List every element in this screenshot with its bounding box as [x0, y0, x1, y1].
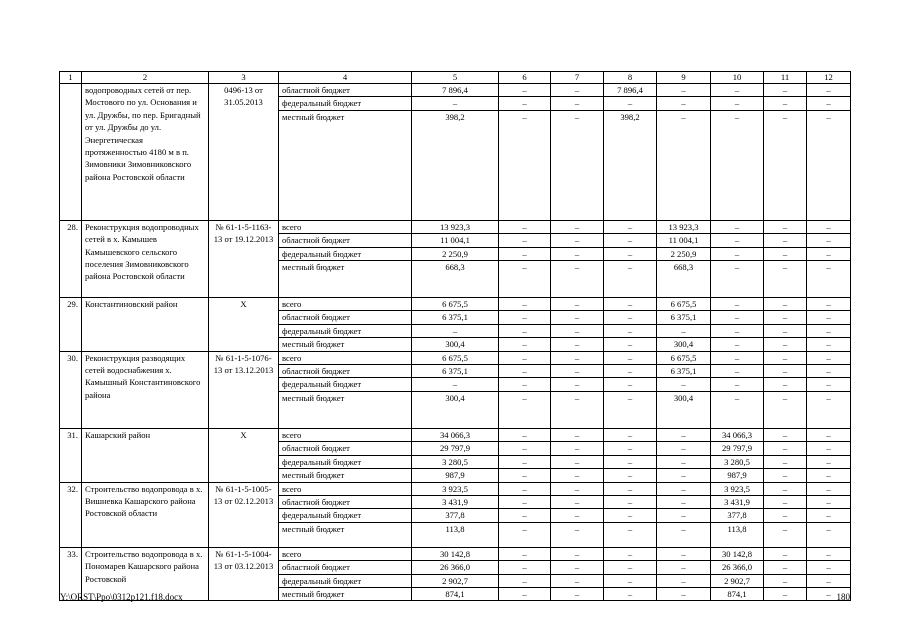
funding-source: федеральный бюджет [279, 509, 412, 522]
amount-cell: – [807, 261, 851, 298]
amount-cell: – [764, 587, 807, 600]
amount-cell: 3 280,5 [412, 455, 499, 468]
amount-cell: – [764, 351, 807, 364]
amount-cell: – [711, 234, 764, 247]
amount-cell: – [604, 455, 657, 468]
amount-cell: – [711, 324, 764, 337]
amount-cell: – [604, 234, 657, 247]
amount-cell: 6 375,1 [412, 365, 499, 378]
column-number-9: 9 [657, 72, 711, 84]
amount-cell: – [604, 298, 657, 311]
amount-cell: – [604, 522, 657, 547]
amount-cell: – [807, 482, 851, 495]
amount-cell: 377,8 [412, 509, 499, 522]
amount-cell: – [711, 97, 764, 110]
amount-cell: – [657, 110, 711, 220]
table-row [60, 547, 851, 560]
row-number: 33. [60, 547, 82, 601]
amount-cell: – [764, 442, 807, 455]
funding-source: всего [279, 351, 412, 364]
funding-source: всего [279, 220, 412, 233]
funding-source: местный бюджет [279, 391, 412, 428]
amount-cell: – [551, 84, 604, 97]
amount-cell: 6 675,5 [412, 351, 499, 364]
funding-source: местный бюджет [279, 261, 412, 298]
amount-cell: – [764, 298, 807, 311]
amount-cell: – [551, 324, 604, 337]
amount-cell: 29 797,9 [412, 442, 499, 455]
amount-cell: – [551, 561, 604, 574]
amount-cell: – [604, 378, 657, 391]
amount-cell: – [657, 482, 711, 495]
amount-cell: 398,2 [412, 110, 499, 220]
column-number-10: 10 [711, 72, 764, 84]
amount-cell: – [551, 509, 604, 522]
object-name: Кашарский район [82, 428, 209, 482]
amount-cell: – [711, 247, 764, 260]
amount-cell: – [551, 97, 604, 110]
table-row [60, 351, 851, 364]
amount-cell: 26 366,0 [711, 561, 764, 574]
amount-cell: – [551, 234, 604, 247]
amount-cell: – [807, 495, 851, 508]
amount-cell: – [604, 547, 657, 560]
amount-cell: 874,1 [412, 587, 499, 600]
amount-cell: – [807, 234, 851, 247]
amount-cell: 2 250,9 [412, 247, 499, 260]
amount-cell: 668,3 [412, 261, 499, 298]
amount-cell: – [499, 110, 551, 220]
amount-cell: – [657, 97, 711, 110]
amount-cell: – [499, 428, 551, 441]
amount-cell: – [499, 220, 551, 233]
amount-cell: – [807, 587, 851, 600]
amount-cell: – [764, 391, 807, 428]
amount-cell: – [604, 561, 657, 574]
amount-cell: – [499, 455, 551, 468]
amount-cell: – [711, 261, 764, 298]
funding-source: федеральный бюджет [279, 247, 412, 260]
amount-cell: – [499, 378, 551, 391]
amount-cell: – [657, 587, 711, 600]
amount-cell: 3 431,9 [711, 495, 764, 508]
amount-cell: – [499, 261, 551, 298]
amount-cell: – [551, 298, 604, 311]
amount-cell: 6 375,1 [412, 311, 499, 324]
amount-cell: 377,8 [711, 509, 764, 522]
amount-cell: – [551, 574, 604, 587]
amount-cell: – [807, 455, 851, 468]
amount-cell: – [807, 365, 851, 378]
amount-cell: 300,4 [657, 338, 711, 351]
amount-cell: – [551, 442, 604, 455]
amount-cell: – [604, 247, 657, 260]
amount-cell: – [807, 298, 851, 311]
amount-cell: – [551, 365, 604, 378]
amount-cell: – [499, 495, 551, 508]
amount-cell: – [807, 247, 851, 260]
amount-cell: – [657, 509, 711, 522]
amount-cell: – [551, 351, 604, 364]
amount-cell: – [499, 522, 551, 547]
amount-cell: 2 902,7 [711, 574, 764, 587]
amount-cell: 2 250,9 [657, 247, 711, 260]
amount-cell: – [807, 442, 851, 455]
amount-cell: – [551, 261, 604, 298]
amount-cell: – [604, 338, 657, 351]
amount-cell: – [807, 97, 851, 110]
document-reference: 0496-13 от 31.05.2013 [209, 84, 279, 221]
amount-cell: 30 142,8 [711, 547, 764, 560]
amount-cell: – [807, 311, 851, 324]
document-reference: № 61-1-5-1076-13 от 13.12.2013 [209, 351, 279, 428]
amount-cell: – [764, 261, 807, 298]
funding-source: местный бюджет [279, 110, 412, 220]
amount-cell: – [551, 311, 604, 324]
amount-cell: – [551, 428, 604, 441]
funding-source: местный бюджет [279, 338, 412, 351]
amount-cell: 29 797,9 [711, 442, 764, 455]
amount-cell: – [551, 547, 604, 560]
amount-cell: – [807, 469, 851, 482]
amount-cell: – [764, 324, 807, 337]
amount-cell: – [604, 97, 657, 110]
amount-cell: – [711, 311, 764, 324]
table-body [60, 72, 851, 601]
amount-cell: 300,4 [412, 391, 499, 428]
object-name: Реконструкция разводящих сетей водоснабжения х. Камышный Константиновского района [82, 351, 209, 428]
column-number-12: 12 [807, 72, 851, 84]
budget-table [59, 71, 851, 601]
object-name: Строительство водопровода в х. Пономарев Кашарского района Ростовской [82, 547, 209, 601]
funding-source: федеральный бюджет [279, 324, 412, 337]
row-number: 29. [60, 298, 82, 352]
amount-cell: 11 004,1 [412, 234, 499, 247]
amount-cell: – [711, 84, 764, 97]
amount-cell: 113,8 [711, 522, 764, 547]
amount-cell: – [764, 509, 807, 522]
amount-cell: – [604, 587, 657, 600]
amount-cell: – [657, 574, 711, 587]
funding-source: федеральный бюджет [279, 574, 412, 587]
table-row [60, 482, 851, 495]
row-number: 32. [60, 482, 82, 547]
amount-cell: – [764, 428, 807, 441]
amount-cell: 3 923,5 [711, 482, 764, 495]
amount-cell: – [499, 509, 551, 522]
funding-source: областной бюджет [279, 442, 412, 455]
amount-cell: – [551, 338, 604, 351]
column-number-7: 7 [551, 72, 604, 84]
amount-cell: – [551, 220, 604, 233]
document-reference: № 61-1-5-1004-13 от 03.12.2013 [209, 547, 279, 601]
document-reference: X [209, 428, 279, 482]
amount-cell: – [657, 469, 711, 482]
amount-cell: – [711, 338, 764, 351]
row-number: 31. [60, 428, 82, 482]
amount-cell: – [551, 522, 604, 547]
amount-cell: 987,9 [412, 469, 499, 482]
amount-cell: – [764, 84, 807, 97]
amount-cell: – [807, 561, 851, 574]
amount-cell: 6 675,5 [412, 298, 499, 311]
amount-cell: – [807, 574, 851, 587]
amount-cell: 13 923,3 [657, 220, 711, 233]
amount-cell: – [551, 469, 604, 482]
amount-cell: – [711, 351, 764, 364]
table-row [60, 84, 851, 97]
amount-cell: – [657, 324, 711, 337]
amount-cell: – [764, 220, 807, 233]
column-number-5: 5 [412, 72, 499, 84]
amount-cell: – [499, 247, 551, 260]
funding-source: областной бюджет [279, 365, 412, 378]
amount-cell: – [551, 495, 604, 508]
amount-cell: – [657, 561, 711, 574]
amount-cell: 398,2 [604, 110, 657, 220]
column-number-1: 1 [60, 72, 82, 84]
amount-cell: – [657, 442, 711, 455]
amount-cell: 6 375,1 [657, 311, 711, 324]
amount-cell: – [604, 442, 657, 455]
funding-source: федеральный бюджет [279, 455, 412, 468]
column-number-6: 6 [499, 72, 551, 84]
amount-cell: – [604, 428, 657, 441]
amount-cell: 6 375,1 [657, 365, 711, 378]
amount-cell: – [604, 574, 657, 587]
amount-cell: – [604, 261, 657, 298]
object-name: Реконструкция водопроводных сетей в х. Камышев Камышевского сельского поселения Зимовниковского района Ростовской области [82, 220, 209, 297]
amount-cell: – [657, 455, 711, 468]
amount-cell: – [604, 495, 657, 508]
amount-cell: – [551, 587, 604, 600]
funding-source: местный бюджет [279, 469, 412, 482]
page-number: 180 [836, 592, 850, 602]
object-name: Константиновский район [82, 298, 209, 352]
amount-cell: – [551, 455, 604, 468]
column-number-4: 4 [279, 72, 412, 84]
amount-cell: – [807, 110, 851, 220]
object-name: водопроводных сетей от пер. Мостового по ул. Основания и ул. Дружбы, по пер. Бригадный от ул. Дружбы до ул. Энергетическая протяженностью 4180 м в п. Зимовники Зимовниковского района Ростовской области [82, 84, 209, 221]
amount-cell: 11 004,1 [657, 234, 711, 247]
amount-cell: – [764, 247, 807, 260]
amount-cell: – [551, 482, 604, 495]
amount-cell: – [499, 84, 551, 97]
amount-cell: – [807, 391, 851, 428]
row-number: 30. [60, 351, 82, 428]
amount-cell: – [764, 365, 807, 378]
amount-cell: 30 142,8 [412, 547, 499, 560]
column-number-2: 2 [82, 72, 209, 84]
amount-cell: – [551, 110, 604, 220]
amount-cell: 300,4 [657, 391, 711, 428]
amount-cell: – [764, 574, 807, 587]
funding-source: областной бюджет [279, 234, 412, 247]
file-path: Y:\ORST\Ppo\0312p121.f18.docx [60, 592, 183, 602]
amount-cell: 113,8 [412, 522, 499, 547]
amount-cell: – [604, 365, 657, 378]
amount-cell: – [807, 378, 851, 391]
amount-cell: – [551, 378, 604, 391]
amount-cell: – [499, 324, 551, 337]
amount-cell: 987,9 [711, 469, 764, 482]
amount-cell: – [499, 547, 551, 560]
amount-cell: – [412, 378, 499, 391]
amount-cell: – [807, 351, 851, 364]
funding-source: федеральный бюджет [279, 97, 412, 110]
amount-cell: 7 896,4 [412, 84, 499, 97]
amount-cell: – [499, 351, 551, 364]
amount-cell: 34 066,3 [711, 428, 764, 441]
amount-cell: – [604, 324, 657, 337]
amount-cell: – [711, 391, 764, 428]
amount-cell: – [657, 495, 711, 508]
row-number [60, 84, 82, 221]
funding-source: всего [279, 428, 412, 441]
amount-cell: 26 366,0 [412, 561, 499, 574]
amount-cell: 668,3 [657, 261, 711, 298]
object-name: Строительство водопровода в х. Вишневка Кашарского района Ростовской области [82, 482, 209, 547]
amount-cell: – [604, 509, 657, 522]
amount-cell: – [499, 234, 551, 247]
amount-cell: – [604, 351, 657, 364]
amount-cell: – [807, 324, 851, 337]
document-reference: № 61-1-5-1005-13 от 02.12.2013 [209, 482, 279, 547]
column-number-8: 8 [604, 72, 657, 84]
amount-cell: – [711, 110, 764, 220]
amount-cell: – [764, 522, 807, 547]
amount-cell: – [764, 455, 807, 468]
amount-cell: – [604, 391, 657, 428]
amount-cell: 34 066,3 [412, 428, 499, 441]
amount-cell: – [711, 220, 764, 233]
amount-cell: – [764, 97, 807, 110]
amount-cell: – [807, 220, 851, 233]
amount-cell: 6 675,5 [657, 298, 711, 311]
amount-cell: 7 896,4 [604, 84, 657, 97]
amount-cell: 2 902,7 [412, 574, 499, 587]
amount-cell: – [657, 522, 711, 547]
amount-cell: – [711, 378, 764, 391]
table-header-row [60, 72, 851, 84]
amount-cell: – [807, 547, 851, 560]
table-row [60, 298, 851, 311]
amount-cell: – [499, 298, 551, 311]
amount-cell: – [711, 298, 764, 311]
funding-source: всего [279, 547, 412, 560]
amount-cell: 13 923,3 [412, 220, 499, 233]
amount-cell: – [499, 574, 551, 587]
amount-cell: – [807, 509, 851, 522]
amount-cell: – [499, 469, 551, 482]
amount-cell: – [764, 547, 807, 560]
amount-cell: – [657, 378, 711, 391]
amount-cell: – [551, 247, 604, 260]
amount-cell: 3 923,5 [412, 482, 499, 495]
amount-cell: – [657, 547, 711, 560]
table-row [60, 220, 851, 233]
table-row [60, 428, 851, 441]
funding-source: всего [279, 298, 412, 311]
amount-cell: – [499, 561, 551, 574]
amount-cell: – [764, 495, 807, 508]
amount-cell: 300,4 [412, 338, 499, 351]
amount-cell: 874,1 [711, 587, 764, 600]
amount-cell: – [412, 324, 499, 337]
funding-source: местный бюджет [279, 587, 412, 600]
amount-cell: – [499, 587, 551, 600]
funding-source: местный бюджет [279, 522, 412, 547]
amount-cell: – [604, 482, 657, 495]
amount-cell: – [764, 234, 807, 247]
amount-cell: – [499, 97, 551, 110]
funding-source: федеральный бюджет [279, 378, 412, 391]
amount-cell: – [764, 338, 807, 351]
amount-cell: – [499, 311, 551, 324]
document-reference: X [209, 298, 279, 352]
amount-cell: – [807, 84, 851, 97]
amount-cell: – [412, 97, 499, 110]
amount-cell: – [499, 338, 551, 351]
column-number-11: 11 [764, 72, 807, 84]
amount-cell: – [764, 378, 807, 391]
funding-source: всего [279, 482, 412, 495]
amount-cell: – [499, 442, 551, 455]
column-number-3: 3 [209, 72, 279, 84]
amount-cell: 6 675,5 [657, 351, 711, 364]
amount-cell: – [764, 561, 807, 574]
amount-cell: – [764, 110, 807, 220]
funding-source: областной бюджет [279, 84, 412, 97]
funding-source: областной бюджет [279, 495, 412, 508]
document-reference: № 61-1-5-1163-13 от 19.12.2013 [209, 220, 279, 297]
funding-source: областной бюджет [279, 561, 412, 574]
amount-cell: – [604, 469, 657, 482]
amount-cell: 3 431,9 [412, 495, 499, 508]
amount-cell: – [604, 311, 657, 324]
amount-cell: – [807, 428, 851, 441]
amount-cell: – [499, 391, 551, 428]
amount-cell: – [711, 365, 764, 378]
amount-cell: – [657, 84, 711, 97]
amount-cell: – [499, 365, 551, 378]
amount-cell: – [604, 220, 657, 233]
amount-cell: – [807, 522, 851, 547]
row-number: 28. [60, 220, 82, 297]
amount-cell: – [764, 469, 807, 482]
funding-source: областной бюджет [279, 311, 412, 324]
amount-cell: – [657, 428, 711, 441]
amount-cell: – [764, 311, 807, 324]
amount-cell: – [764, 482, 807, 495]
amount-cell: 3 280,5 [711, 455, 764, 468]
amount-cell: – [807, 338, 851, 351]
amount-cell: – [499, 482, 551, 495]
amount-cell: – [551, 391, 604, 428]
